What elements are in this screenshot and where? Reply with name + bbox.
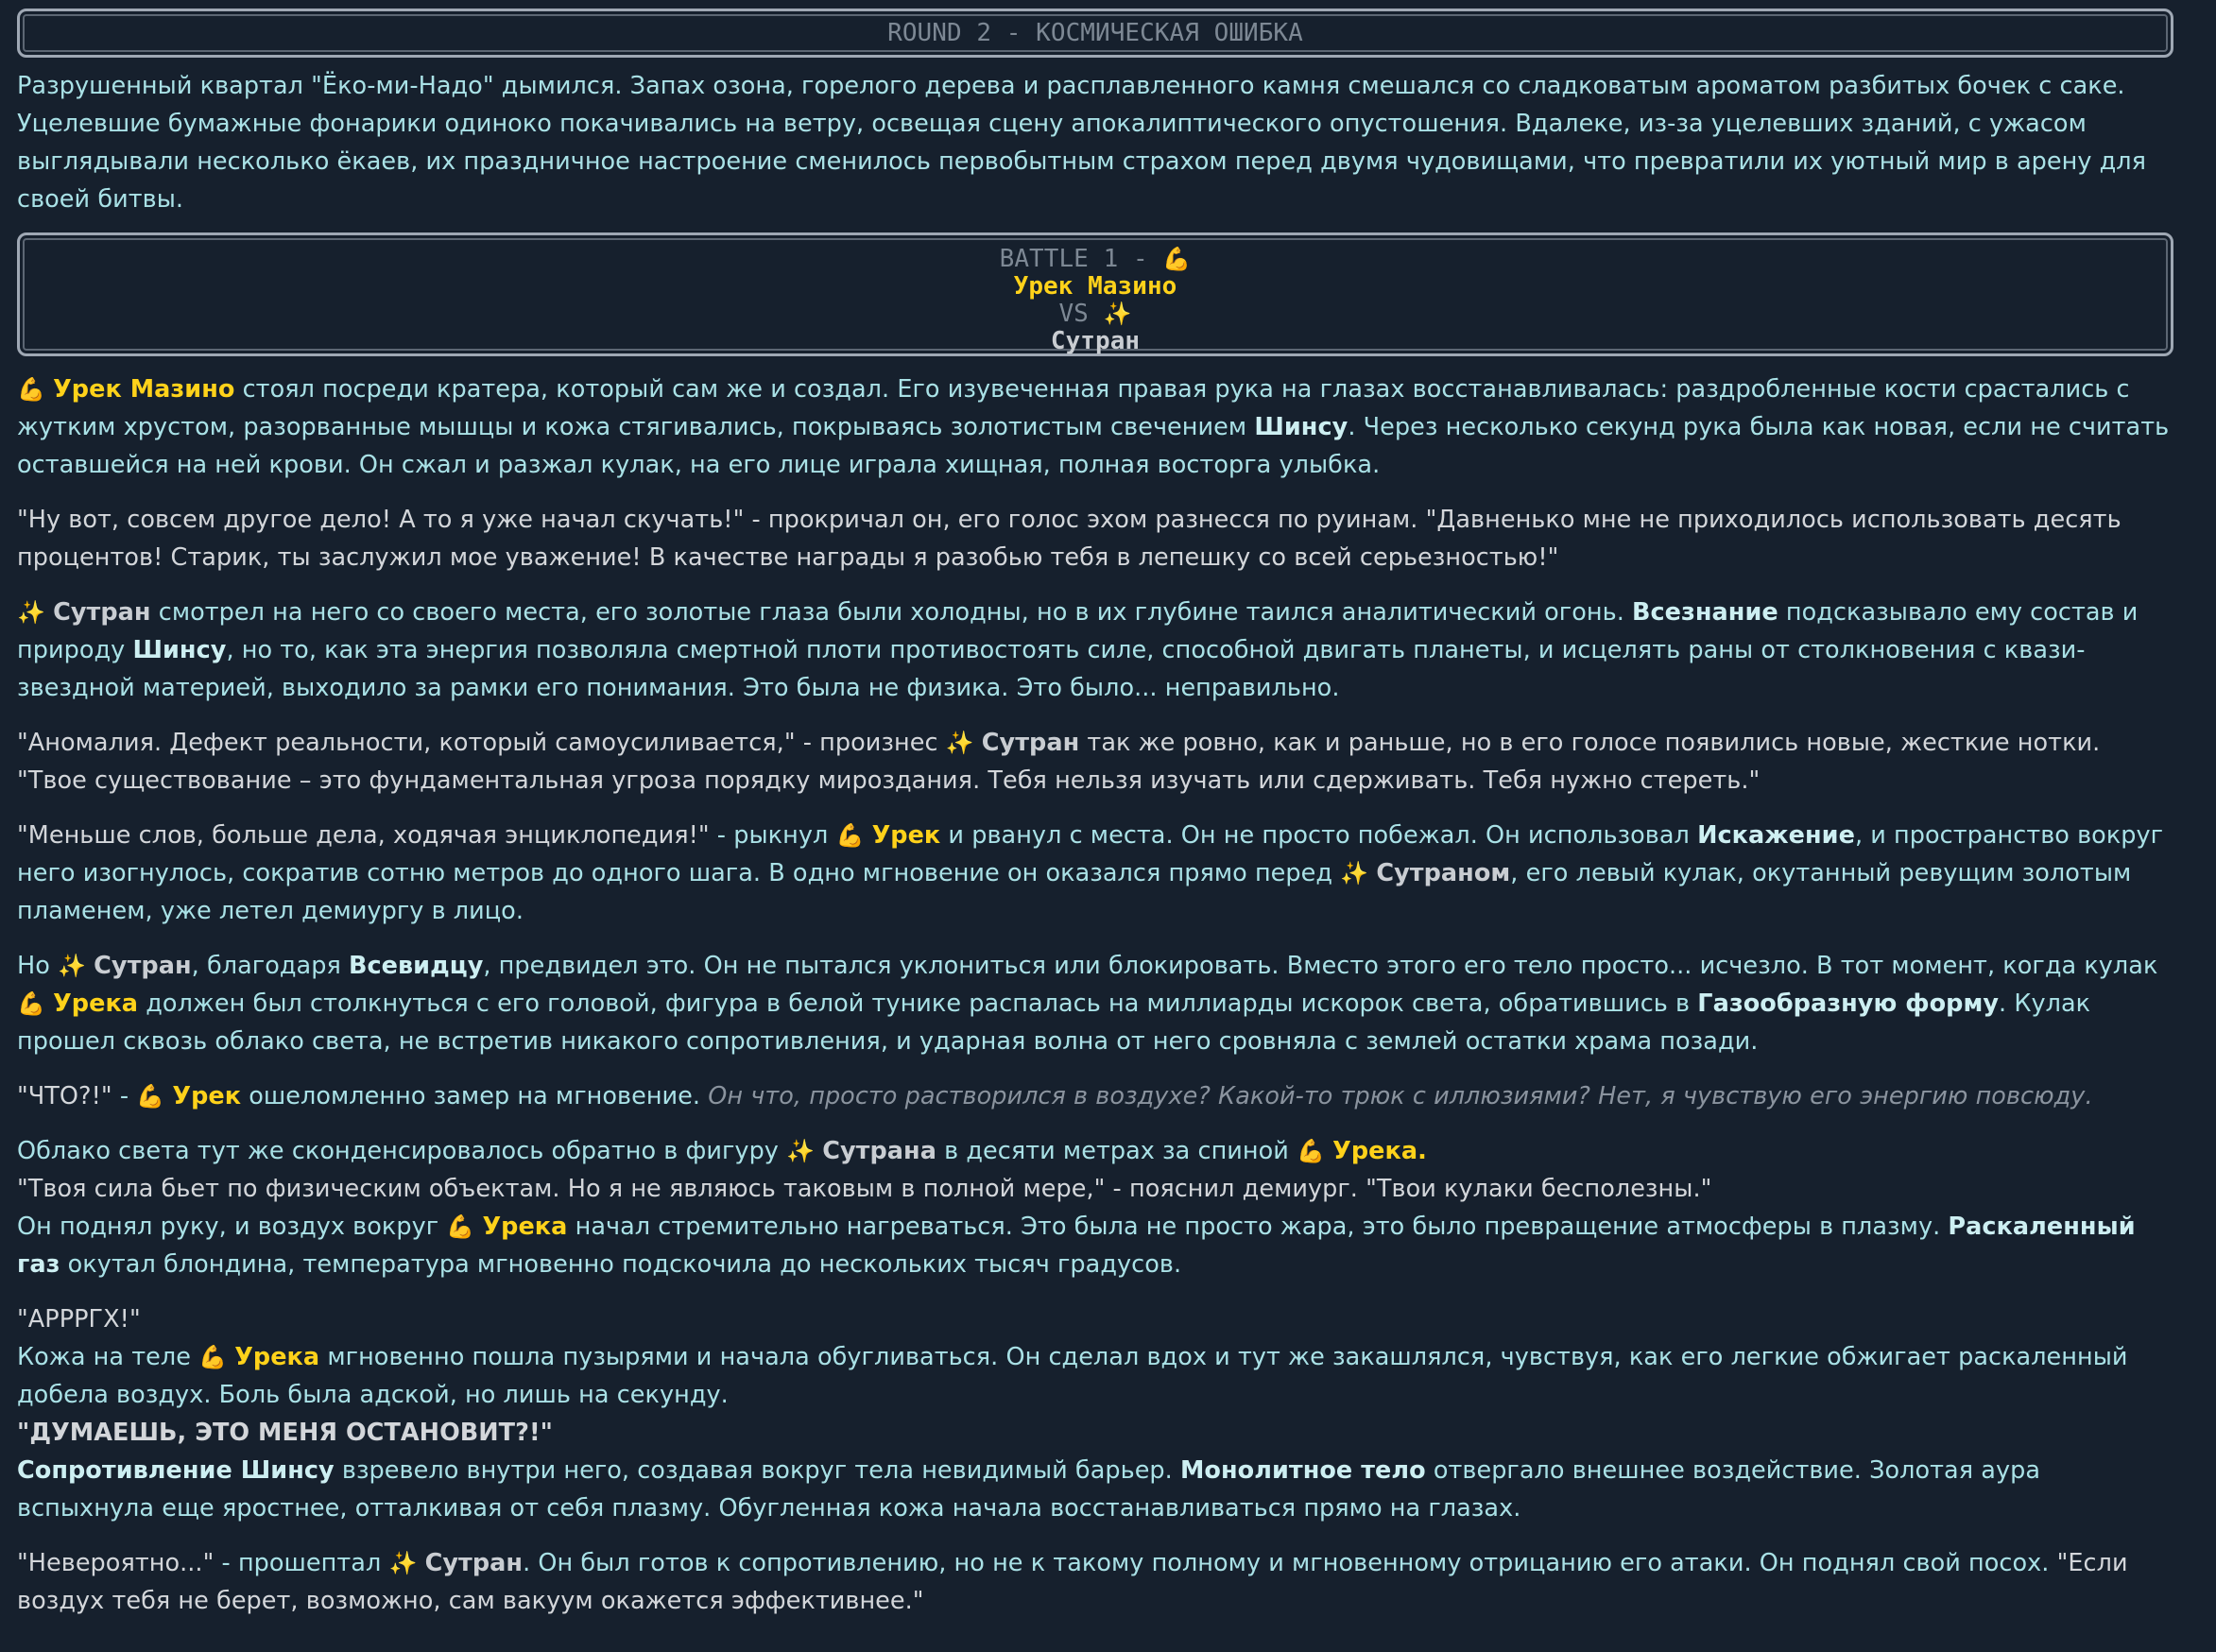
sparkle-icon: ✨ xyxy=(388,1550,418,1576)
sparkle-icon: ✨ xyxy=(786,1138,816,1164)
muscle-icon: 💪 xyxy=(136,1083,165,1110)
sparkle-icon: ✨ xyxy=(17,599,45,626)
story-paragraph-1: 💪 Урек Мазино стоял посреди кратера, который сам же и создал. Его изувеченная правая рука на глазах восстанавливалась: раздробленные кости срастались с жутким хрустом, разорванные мышцы и кожа стягивались, покрываясь золотистым свечением Шинсу. Через несколько секунд рука была как новая, если не считать оставшейся на ней крови. Он сжал и разжал кулак, на его лице играла хищная, полная восторга улыбка. xyxy=(17,375,2170,479)
character-urek: Урека xyxy=(53,989,139,1018)
battle-label-line xyxy=(20,246,2171,273)
term-iskazhenie: Искажение xyxy=(1697,821,1855,850)
character-sutran: Сутран xyxy=(981,729,1080,757)
muscle-icon: 💪 xyxy=(1162,246,1192,272)
story-paragraph-10: "Невероятно..." - прошептал ✨ Сутран. Он был готов к сопротивлению, но не к такому полному и мгновенному отрицанию его атаки. Он поднял свой посох. "Если воздух тебя не берет, возможно, сам вакуум окажется эффективнее." xyxy=(17,1549,2128,1615)
term-hot-gas: Раскаленный газ xyxy=(17,1213,2136,1279)
character-urek: Урека xyxy=(234,1343,320,1371)
battle-label: BATTLE 1 - xyxy=(999,245,1148,273)
character-sutran: Сутран xyxy=(424,1549,524,1577)
term-shinsu-resist: Сопротивление Шинсу xyxy=(17,1456,335,1485)
term-monolith: Монолитное тело xyxy=(1179,1456,1426,1485)
character-urek: Урека xyxy=(482,1213,568,1241)
story-paragraph-7: "ЧТО?!" - 💪 Урек ошеломленно замер на мгновение. Он что, просто растворился в воздухе? Какой-то трюк с иллюзиями? Нет, я чувствую его энергию повсюду. xyxy=(17,1082,2093,1110)
story-paragraph-8: Облако света тут же сконденсировалось обратно в фигуру ✨ Сутрана в десяти метрах за спиной 💪 Урека. "Твоя сила бьет по физическим объектам. Но я не являюсь таковым в полной мере," - пояснил демиург. "Твои кулаки бесполезны." Он поднял руку, и воздух вокруг 💪 Урека начал стремительно нагреваться. Это была не просто жара, это было превращение атмосферы в плазму. Раскаленный газ окутал блондина, температура мгновенно подскочила до нескольких тысяч градусов. xyxy=(17,1137,2136,1279)
muscle-icon: 💪 xyxy=(17,376,45,403)
round-header-box xyxy=(17,9,2173,58)
vs-line xyxy=(20,301,2171,328)
inner-thought: Он что, просто растворился в воздухе? Какой-то трюк с иллюзиями? Нет, я чувствую его энергию повсюду. xyxy=(708,1082,2093,1110)
muscle-icon: 💪 xyxy=(1297,1138,1326,1164)
story-page xyxy=(17,9,2173,1637)
character-sutran: Сутран xyxy=(53,598,151,627)
muscle-icon: 💪 xyxy=(446,1213,475,1240)
story-paragraph-3: ✨ Сутран смотрел на него со своего места, его золотые глаза были холодны, но в их глубине таился аналитический огонь. Всезнание подсказывало ему состав и природу Шинсу, но то, как эта энергия позволяла смертной плоти противостоять силе, способной двигать планеты, и исцелять раны от столкновения с квази-звездной материей, выходило за рамки его понимания. Это была не физика. Это было... неправильно. xyxy=(17,598,2139,702)
sparkle-icon: ✨ xyxy=(1103,301,1132,327)
term-vsevidec: Всевидцу xyxy=(349,952,484,980)
intro-paragraph: Разрушенный квартал "Ёко-ми-Надо" дымился. Запах озона, горелого дерева и расплавленного камня смешался со сладковатым ароматом разбитых бочек с саке. Уцелевшие бумажные фонарики одиноко покачивались на ветру, освещая сцену апокалиптического опустошения. Вдалеке, из-за уцелевших зданий, с ужасом выглядывали несколько ёкаев, их праздничное настроение сменилось первобытным страхом перед двумя чудовищами, что превратили их уютный мир в арену для своей битвы. xyxy=(17,72,2147,214)
round-title: ROUND 2 - КОСМИЧЕСКАЯ ОШИБКА xyxy=(887,19,1303,47)
muscle-icon: 💪 xyxy=(17,990,45,1017)
sparkle-icon: ✨ xyxy=(1340,860,1369,886)
vs-label: VS xyxy=(1058,300,1089,328)
story-paragraph-6: Но ✨ Сутран, благодаря Всевидцу, предвидел это. Он не пытался уклониться или блокировать. Вместо этого его тело просто... исчезло. В тот момент, когда кулак 💪 Урека должен был столкнуться с его головой, фигура в белой тунике распалась на миллиарды искорок света, обратившись в Газообразную форму. Кулак прошел сквозь облако света, не встретив никакого сопротивления, и ударная волна от него сровняла с землей остатки храма позади. xyxy=(17,952,2158,1056)
character-urek: Урек xyxy=(871,821,941,850)
character-sutran: Сутран xyxy=(94,952,192,980)
character-urek: Урека xyxy=(1332,1137,1418,1165)
story-paragraph-4: "Аномалия. Дефект реальности, который самоусиливается," - произнес ✨ Сутран так же ровно, как и раньше, но в его голосе появились новые, жесткие нотки. "Твое существование – это фундаментальная угроза порядку мироздания. Тебя нельзя изучать или сдерживать. Тебя нужно стереть." xyxy=(17,729,2101,795)
fighter-b-name: Сутран xyxy=(1050,327,1141,355)
muscle-icon: 💪 xyxy=(198,1344,228,1370)
sparkle-icon: ✨ xyxy=(945,730,974,756)
term-vseznanie: Всезнание xyxy=(1632,598,1778,627)
term-shinsu: Шинсу xyxy=(132,636,227,664)
sparkle-icon: ✨ xyxy=(58,953,86,979)
shout-line: "ДУМАЕШЬ, ЭТО МЕНЯ ОСТАНОВИТ?!" xyxy=(17,1419,553,1447)
character-sutran: Сутраном xyxy=(1376,859,1511,887)
fighter-a-name: Урек Мазино xyxy=(1013,272,1177,301)
story-paragraph-5: "Меньше слов, больше дела, ходячая энциклопедия!" - рыкнул 💪 Урек и рванул с места. Он не просто побежал. Он использовал Искажение, и пространство вокруг него изогнулось, сократив сотню метров до одного шага. В одно мгновение он оказался прямо перед ✨ Сутраном, его левый кулак, окутанный ревущим золотым пламенем, уже летел демиургу в лицо. xyxy=(17,821,2164,925)
character-sutran: Сутрана xyxy=(822,1137,936,1165)
muscle-icon: 💪 xyxy=(835,822,865,849)
character-urek: Урек xyxy=(172,1082,242,1110)
term-shinsu: Шинсу xyxy=(1254,413,1348,441)
story-paragraph-9: "АРРРГХ!" Кожа на теле 💪 Урека мгновенно пошла пузырями и начала обугливаться. Он сделал вдох и тут же закашлялся, чувствуя, как его легкие обжигает раскаленный добела воздух. Боль была адской, но лишь на секунду. "ДУМАЕШЬ, ЭТО МЕНЯ ОСТАНОВИТ?!" Сопротивление Шинсу взревело внутри него, создавая вокруг тела невидимый барьер. Монолитное тело отвергало внешнее воздействие. Золотая аура вспыхнула еще яростнее, отталкивая от себя плазму. Обугленная кожа начала восстанавливаться прямо на глазах. xyxy=(17,1305,2128,1523)
story-paragraph-2: "Ну вот, совсем другое дело! А то я уже начал скучать!" - прокричал он, его голос эхом разнесся по руинам. "Давненько мне не приходилось использовать десять процентов! Старик, ты заслужил мое уважение! В качестве награды я разобью тебя в лепешку со всей серьезностью!" xyxy=(17,506,2122,572)
term-gas-form: Газообразную форму xyxy=(1697,989,2000,1018)
battle-header-box xyxy=(17,232,2173,356)
character-urek: Урек Мазино xyxy=(53,375,235,404)
